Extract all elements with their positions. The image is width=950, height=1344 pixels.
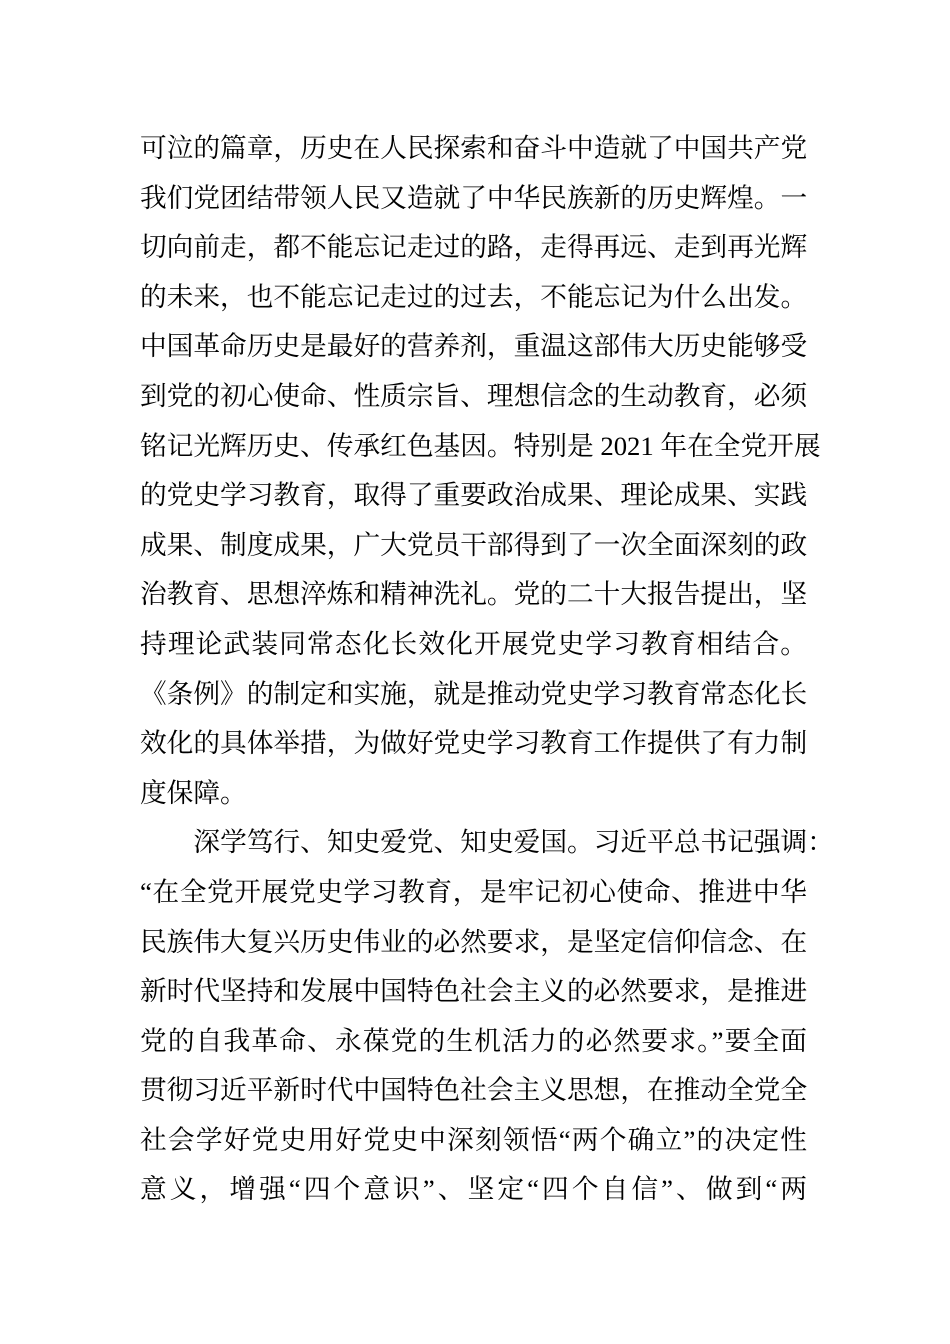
text-line: 社会学好党史用好党史中深刻领悟“两个确立”的决定性 — [140, 1124, 807, 1155]
text-line: 切向前走，都不能忘记走过的路，走得再远、走到再光辉 — [140, 232, 808, 263]
text-line: 持理论武装同常态化长效化开展党史学习教育相结合。 — [140, 628, 807, 659]
text-line: 度保障。 — [140, 777, 247, 808]
text-line: 的未来，也不能忘记走过的过去，不能忘记为什么出发。 — [140, 281, 808, 312]
text-line: 意义，增强“四个意识”、坚定“四个自信”、做到“两 — [140, 1174, 807, 1205]
text-line: 的党史学习教育，取得了重要政治成果、理论成果、实践 — [140, 480, 808, 511]
text-line: 可泣的篇章，历史在人民探索和奋斗中造就了中国共产党 — [140, 133, 808, 163]
text-line: 治教育、思想淬炼和精神洗礼。党的二十大报告提出，坚 — [140, 579, 808, 610]
document-text-block — [140, 124, 834, 1215]
text-line: 铭记光辉历史、传承红色基因。特别是 2021 年在全党开展 — [140, 430, 821, 461]
text-line: 贯彻习近平新时代中国特色社会主义思想，在推动全党全 — [140, 1075, 808, 1106]
text-line: 新时代坚持和发展中国特色社会主义的必然要求，是推进 — [140, 976, 808, 1007]
text-line: 成果、制度成果，广大党员干部得到了一次全面深刻的政 — [140, 529, 808, 560]
text-line: 深学笃行、知史爱党、知史爱国。习近平总书记强调： — [193, 827, 834, 858]
text-line: “在全党开展党史学习教育，是牢记初心使命、推进中华 — [140, 876, 807, 907]
text-line: 《条例》的制定和实施，就是推动党史学习教育常态化长 — [140, 678, 808, 709]
text-line: 到党的初心使命、性质宗旨、理想信念的生动教育，必须 — [140, 380, 808, 411]
text-line: 我们党团结带领人民又造就了中华民族新的历史辉煌。一 — [140, 182, 808, 213]
text-line: 党的自我革命、永葆党的生机活力的必然要求。”要全面 — [140, 1025, 807, 1056]
text-line: 效化的具体举措，为做好党史学习教育工作提供了有力制 — [140, 728, 808, 759]
text-line: 民族伟大复兴历史伟业的必然要求，是坚定信仰信念、在 — [140, 926, 808, 957]
text-line: 中国革命历史是最好的营养剂，重温这部伟大历史能够受 — [140, 331, 808, 362]
